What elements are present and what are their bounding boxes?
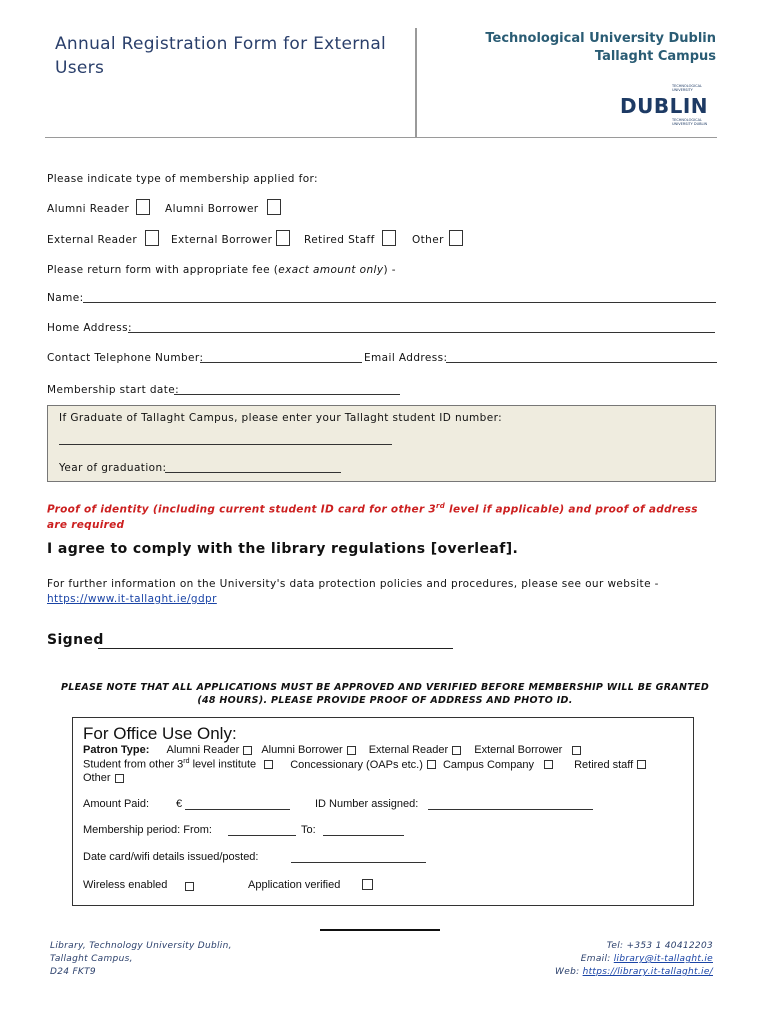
signed-label: Signed: [47, 632, 104, 648]
home-address-label: Home Address:: [47, 322, 132, 334]
patron-concessionary-checkbox[interactable]: [427, 760, 436, 769]
start-date-field[interactable]: [174, 394, 400, 395]
signature-field[interactable]: [98, 648, 453, 649]
patron-student-suffix: level institute: [189, 758, 257, 771]
footer-address-line: D24 FKT9: [50, 967, 96, 977]
logo-wordmark: DUBLIN: [620, 94, 709, 118]
name-field[interactable]: [83, 302, 716, 303]
telephone-label: Contact Telephone Number:: [47, 352, 204, 364]
footer-address: [50, 940, 232, 979]
period-from-field[interactable]: [228, 835, 296, 836]
patron-student-sup: rd: [183, 758, 190, 765]
email-field[interactable]: [446, 362, 717, 363]
proof-note-part1: Proof of identity (including current student ID card for other 3: [47, 503, 437, 516]
option-label: External Borrower: [171, 234, 273, 246]
patron-type-label: Patron Type:: [83, 744, 150, 756]
proof-note-part2: level if applicable) and proof of address are required: [47, 503, 698, 531]
card-issued-field[interactable]: [291, 862, 426, 863]
footer-rule: [320, 929, 440, 931]
wireless-enabled-checkbox[interactable]: [185, 882, 194, 891]
footer-address-line: Tallaght Campus,: [50, 954, 133, 964]
wireless-enabled-label: Wireless enabled: [83, 879, 168, 891]
patron-campus-company-checkbox[interactable]: [544, 760, 553, 769]
fee-note-suffix: ) -: [383, 264, 396, 276]
amount-paid-label: Amount Paid:: [83, 798, 150, 810]
option-alumni-reader: [47, 203, 129, 215]
institution-line-1: Technological University Dublin: [485, 31, 716, 46]
patron-student-prefix: Student from other 3: [83, 758, 184, 771]
patron-external-borrower-checkbox[interactable]: [572, 746, 581, 755]
student-id-field[interactable]: [59, 444, 392, 445]
fee-note: [47, 264, 396, 276]
graduate-box: [47, 405, 716, 482]
email-label: Email Address:: [364, 352, 448, 364]
option-label: Alumni Reader: [47, 203, 130, 215]
footer-email-line: [555, 953, 713, 966]
option-retired-staff: [304, 234, 375, 246]
option-external-reader: [47, 234, 137, 246]
agree-statement: I agree to comply with the library regulations [overleaf].: [47, 541, 519, 557]
card-issued-label: Date card/wifi details issued/posted:: [83, 851, 259, 863]
footer-web-prefix: Web:: [555, 967, 583, 977]
footer-web-line: [555, 966, 713, 979]
approval-notice: PLEASE NOTE THAT ALL APPLICATIONS MUST BE APPROVED AND VERIFIED BEFORE MEMBERSHIP WILL BE GRANTED (48 HOURS). PLEASE PROVIDE PROOF OF ADDRESS AND PHOTO ID.: [60, 682, 710, 706]
gdpr-note: [47, 577, 727, 607]
fee-note-prefix: Please return form with appropriate fee (: [47, 264, 279, 276]
proof-note-sup: rd: [436, 502, 446, 510]
period-to-label: To:: [301, 824, 316, 836]
membership-period-label: Membership period: From:: [83, 824, 212, 836]
patron-other: Other: [83, 772, 111, 784]
logo-small-bottom: TECHNOLOGICAL UNIVERSITY DUBLIN: [672, 118, 708, 126]
option-alumni-borrower: [165, 203, 259, 215]
retired-staff-checkbox[interactable]: [382, 230, 396, 246]
institution-name: [485, 30, 716, 66]
patron-retired-staff-checkbox[interactable]: [637, 760, 646, 769]
patron-concessionary: Concessionary (OAPs etc.): [290, 758, 423, 771]
patron-row-1: [83, 744, 581, 756]
amount-paid-field[interactable]: [185, 809, 290, 810]
tu-dublin-logo: [620, 80, 720, 126]
office-use-box: [72, 717, 694, 906]
gdpr-link[interactable]: https://www.it-tallaght.ie/gdpr: [47, 593, 217, 605]
graduate-id-prompt: If Graduate of Tallaght Campus, please enter your Tallaght student ID number:: [59, 412, 503, 424]
option-label: External Reader: [47, 234, 138, 246]
application-verified-checkbox[interactable]: [362, 879, 373, 890]
patron-alumni-borrower: Alumni Borrower: [261, 744, 343, 756]
patron-alumni-reader-checkbox[interactable]: [243, 746, 252, 755]
header-divider-vertical: [415, 28, 417, 138]
id-assigned-label: ID Number assigned:: [315, 798, 419, 810]
external-borrower-checkbox[interactable]: [276, 230, 290, 246]
option-label: Other: [412, 234, 444, 246]
name-label: Name:: [47, 292, 84, 304]
footer-email-prefix: Email:: [580, 954, 614, 964]
patron-other-checkbox[interactable]: [115, 774, 124, 783]
footer-contact: [555, 940, 713, 979]
other-checkbox[interactable]: [449, 230, 463, 246]
alumni-reader-checkbox[interactable]: [136, 199, 150, 215]
footer-tel: Tel: +353 1 40412203: [606, 941, 713, 951]
home-address-field[interactable]: [128, 332, 715, 333]
patron-alumni-reader: Alumni Reader: [166, 744, 240, 756]
euro-sign: €: [176, 798, 183, 810]
application-verified-label: Application verified: [248, 879, 341, 891]
period-to-field[interactable]: [323, 835, 404, 836]
patron-external-reader-checkbox[interactable]: [452, 746, 461, 755]
option-label: Alumni Borrower: [165, 203, 259, 215]
external-reader-checkbox[interactable]: [145, 230, 159, 246]
footer-email-link[interactable]: library@it-tallaght.ie: [613, 954, 713, 964]
graduation-year-field[interactable]: [165, 472, 341, 473]
option-external-borrower: [171, 234, 272, 246]
footer-web-link[interactable]: https://library.it-tallaght.ie/: [582, 967, 713, 977]
alumni-borrower-checkbox[interactable]: [267, 199, 281, 215]
header-divider-horizontal: [45, 137, 717, 138]
start-date-label: Membership start date:: [47, 384, 180, 396]
telephone-field[interactable]: [200, 362, 362, 363]
graduation-year-label: Year of graduation:: [59, 462, 167, 474]
logo-small-top: TECHNOLOGICAL UNIVERSITY: [672, 84, 702, 92]
option-label: Retired Staff: [304, 234, 375, 246]
membership-prompt: Please indicate type of membership applied for:: [47, 173, 318, 185]
patron-row-3: [83, 772, 124, 784]
id-assigned-field[interactable]: [428, 809, 593, 810]
gdpr-text: For further information on the University's data protection policies and procedures, please see our website -: [47, 578, 659, 590]
proof-note: [47, 499, 722, 533]
fee-note-italic: exact amount only: [278, 264, 384, 276]
patron-external-borrower: External Borrower: [474, 744, 563, 756]
office-title: For Office Use Only:: [83, 724, 237, 743]
patron-retired-staff: Retired staff: [574, 758, 634, 771]
patron-row-2: [83, 758, 646, 771]
patron-external-reader: External Reader: [368, 744, 449, 756]
footer-address-line: Library, Technology University Dublin,: [50, 941, 232, 951]
patron-alumni-borrower-checkbox[interactable]: [347, 746, 356, 755]
form-title: Annual Registration Form for External Users: [55, 34, 387, 78]
patron-student-checkbox[interactable]: [264, 760, 273, 769]
institution-line-2: Tallaght Campus: [594, 49, 716, 64]
patron-campus-company: Campus Company: [442, 758, 535, 771]
option-other: [412, 234, 444, 246]
